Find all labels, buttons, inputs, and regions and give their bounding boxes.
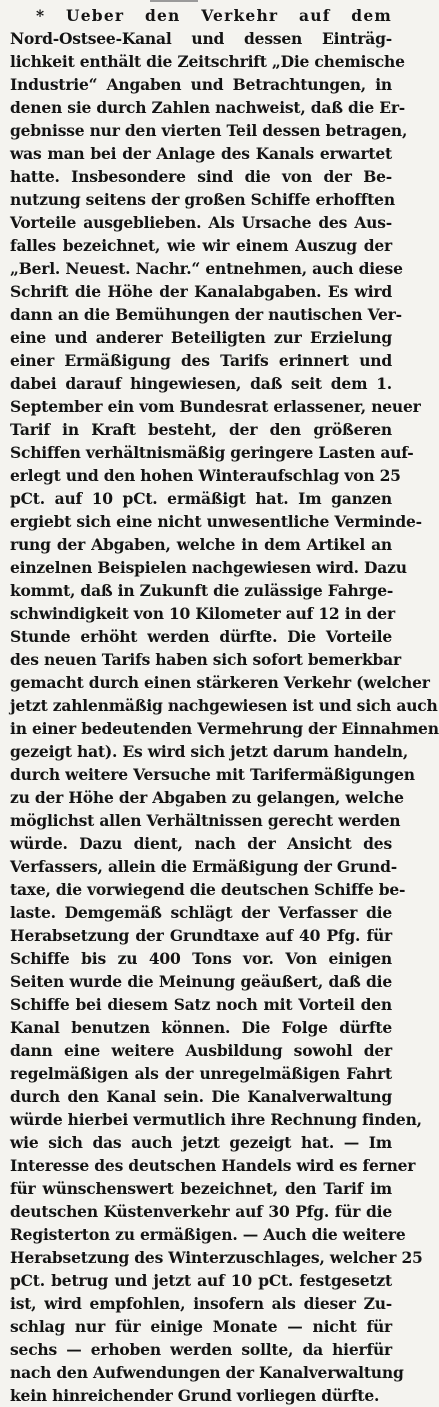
article-line: laste. Demgemäß schlägt der Verfasser die xyxy=(10,903,392,922)
article-line: Interesse des deutschen Handels wird es ferner xyxy=(10,1156,416,1175)
article-line: gemacht durch einen stärkeren Verkehr (welcher xyxy=(10,673,430,692)
article-line: gebnisse nur den vierten Teil dessen betragen, xyxy=(10,121,408,140)
article-line: schwindigkeit von 10 Kilometer auf 12 in der xyxy=(10,604,395,623)
article-line: pCt. betrug und jetzt auf 10 pCt. festgesetzt xyxy=(10,1271,392,1290)
article-line: Nord-Ostsee-Kanal und dessen Einträg- xyxy=(10,29,392,48)
article-line: ist, wird empfohlen, insofern als dieser Zu- xyxy=(10,1294,392,1313)
article-line: schlag nur für einige Monate — nicht für xyxy=(10,1317,392,1336)
article-line: „Berl. Neuest. Nachr.“ entnehmen, auch diese xyxy=(10,259,403,278)
article-line: Seiten wurde die Meinung geäußert, daß die xyxy=(10,972,392,991)
article-line: Industrie“ Angaben und Betrachtungen, in xyxy=(10,75,392,94)
article-line: nach den Aufwendungen der Kanalverwaltung xyxy=(10,1363,404,1382)
article-line: möglichst allen Verhältnissen gerecht werden xyxy=(10,811,401,830)
article-line: Registerton zu ermäßigen. — Auch die weitere xyxy=(10,1225,406,1244)
article-line: Stunde erhöht werden dürfte. Die Vorteile xyxy=(10,627,392,646)
top-rule xyxy=(150,0,198,2)
article-line: Herabsetzung des Winterzuschlages, welcher 25 xyxy=(10,1248,423,1267)
article-line: nutzung seitens der großen Schiffe erhofften xyxy=(10,190,395,209)
article-line: würde. Dazu dient, nach der Ansicht des xyxy=(10,834,392,853)
article-line: falles bezeichnet, wie wir einem Auszug der xyxy=(10,236,392,255)
article-line: eine und anderer Beteiligten zur Erzielung xyxy=(10,328,392,347)
article-line: Herabsetzung der Grundtaxe auf 40 Pfg. für xyxy=(10,926,392,945)
article-line: dabei darauf hingewiesen, daß seit dem 1. xyxy=(10,374,392,393)
article-text xyxy=(10,4,439,1407)
article-line: durch weitere Versuche mit Tarifermäßigungen xyxy=(10,765,415,784)
article-line: denen sie durch Zahlen nachweist, daß die Er- xyxy=(10,98,406,117)
article-line: Kanal benutzen können. Die Folge dürfte xyxy=(10,1018,392,1037)
article-line: Schiffen verhältnismäßig geringere Lasten auf- xyxy=(10,443,414,462)
article-line: dann eine weitere Ausbildung sowohl der xyxy=(10,1041,392,1060)
article-line: für wünschenswert bezeichnet, den Tarif im xyxy=(10,1179,392,1198)
article-line: zu der Höhe der Abgaben zu gelangen, welche xyxy=(10,788,404,807)
article-line: Schrift die Höhe der Kanalabgaben. Es wird xyxy=(10,282,392,301)
article-line: einer Ermäßigung des Tarifs erinnert und xyxy=(10,351,392,370)
article-line: durch den Kanal sein. Die Kanalverwaltung xyxy=(10,1087,392,1106)
article-line: September ein vom Bundesrat erlassener, neuer xyxy=(10,397,421,416)
article-lead-line: * Ueber den Verkehr auf dem xyxy=(36,6,392,25)
article-line: Schiffe bis zu 400 Tons vor. Von einigen xyxy=(10,949,392,968)
article-line: in einer bedeutenden Vermehrung der Einnahmen xyxy=(10,719,439,738)
article-line: kein hinreichender Grund vorliegen dürfte. xyxy=(10,1386,380,1405)
article-line: wie sich das auch jetzt gezeigt hat. — Im xyxy=(10,1133,392,1152)
article-line: Verfassers, allein die Ermäßigung der Grund- xyxy=(10,857,397,876)
article-line: hatte. Insbesondere sind die von der Be- xyxy=(10,167,392,186)
article-line: erlegt und den hohen Winteraufschlag von 25 xyxy=(10,466,401,485)
article-line: Tarif in Kraft besteht, der den größeren xyxy=(10,420,392,439)
article-line: deutschen Küstenverkehr auf 30 Pfg. für die xyxy=(10,1202,392,1221)
article-line: rung der Abgaben, welche in dem Artikel an xyxy=(10,535,392,554)
article-line: lichkeit enthält die Zeitschrift „Die chemische xyxy=(10,52,405,71)
article-line: taxe, die vorwiegend die deutschen Schiffe be- xyxy=(10,880,406,899)
article-line: Vorteile ausgeblieben. Als Ursache des Aus- xyxy=(10,213,392,232)
article-line: Schiffe bei diesem Satz noch mit Vorteil den xyxy=(10,995,392,1014)
article-line: dann an die Bemühungen der nautischen Ver- xyxy=(10,305,402,324)
article-line: jetzt zahlenmäßig nachgewiesen ist und sich auch xyxy=(10,696,438,715)
article-line: kommt, daß in Zukunft die zulässige Fahrge- xyxy=(10,581,394,600)
article-line: gezeigt hat). Es wird sich jetzt darum handeln, xyxy=(10,742,409,761)
article-line: einzelnen Beispielen nachgewiesen wird. Dazu xyxy=(10,558,407,577)
article-line: sechs — erhoben werden sollte, da hierfür xyxy=(10,1340,392,1359)
article-line: würde hierbei vermutlich ihre Rechnung finden, xyxy=(10,1110,422,1129)
article-line: pCt. auf 10 pCt. ermäßigt hat. Im ganzen xyxy=(10,489,392,508)
article-line: was man bei der Anlage des Kanals erwartet xyxy=(10,144,392,163)
article-line: des neuen Tarifs haben sich sofort bemerkbar xyxy=(10,650,401,669)
article-line: ergiebt sich eine nicht unwesentliche Verminde- xyxy=(10,512,422,531)
article-line: regelmäßigen als der unregelmäßigen Fahrt xyxy=(10,1064,392,1083)
